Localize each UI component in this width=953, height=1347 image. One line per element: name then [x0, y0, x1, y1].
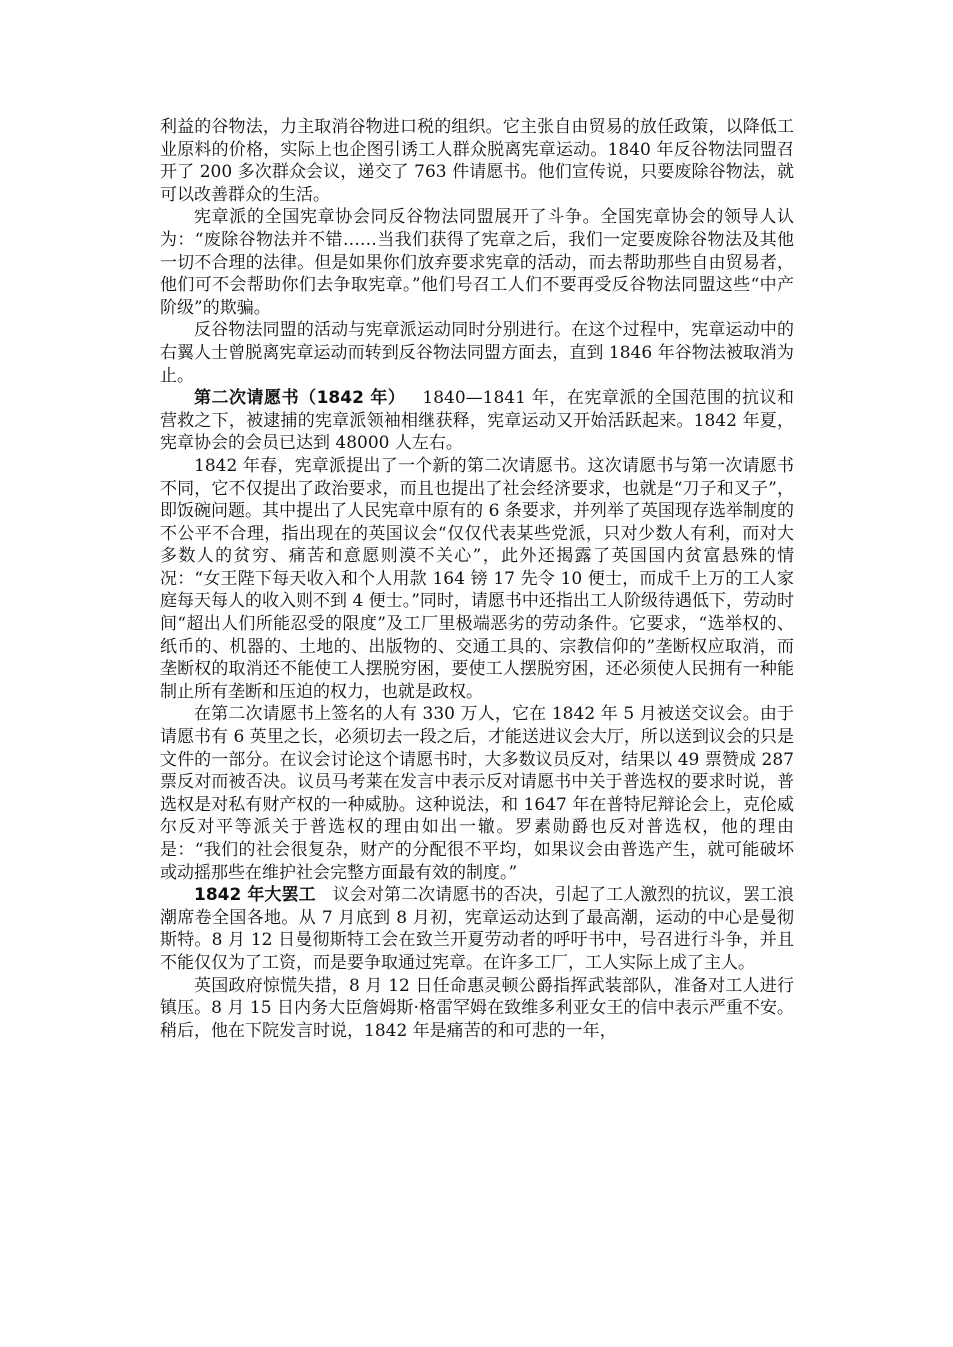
paragraph-text: 宪章派的全国宪章协会同反谷物法同盟展开了斗争。全国宪章协会的领导人认为：“废除谷物法并不错……当我们获得了宪章之后，我们一定要废除谷物法及其他一切不合理的法律。但是如果你们放弃要求宪章的活动，而去帮助那些自由贸易者，他们可不会帮助你们去争取宪章。”他们号召工人们不要再受反谷物法同盟这些“中产阶级”的欺骗。 [160, 207, 794, 318]
paragraph-text: 英国政府惊慌失措，8 月 12 日任命惠灵顿公爵指挥武装部队，准备对工人进行镇压。8 月 15 日内务大臣詹姆斯·格雷罕姆在致维多利亚女王的信中表示严重不安。稍后，他在下院发言时说，1842 年是痛苦的和可悲的一年， [160, 975, 794, 1041]
paragraph [160, 387, 794, 455]
paragraph [160, 455, 794, 704]
paragraph-text: 反谷物法同盟的活动与宪章派运动同时分别进行。在这个过程中，宪章运动中的右翼人士曾脱离宪章运动而转到反谷物法同盟方面去，直到 1846 年谷物法被取消为止。 [160, 320, 794, 386]
paragraph-text: 1842 年春，宪章派提出了一个新的第二次请愿书。这次请愿书与第一次请愿书不同，它不仅提出了政治要求，而且也提出了社会经济要求，也就是“刀子和叉子”，即饭碗问题。其中提出了人民宪章中原有的 6 条要求，并列举了英国现存选举制度的不公平不合理，指出现在的英国议会“仅仅代表某些党派，只对少数人有利，而对大多数人的贫穷、痛苦和意愿则漠不关心”，此外还揭露了英国国内贫富悬殊的情况：“女王陛下每天收入和个人用款 164 镑 17 先令 10 便士，而成千上万的工人家庭每天每人的收入则不到 4 便士。”同时，请愿书中还指出工人阶级待遇低下，劳动时间“超出人们所能忍受的限度”及工厂里极端恶劣的劳动条件。它要求，“选举权的、纸币的、机器的、土地的、出版物的、交通工具的、宗教信仰的”垄断权应取消，而垄断权的取消还不能使工人摆脱穷困，要使工人摆脱穷困，还必须使人民拥有一种能制止所有垄断和压迫的权力，也就是政权。 [160, 455, 794, 702]
paragraph-text: 利益的谷物法，力主取消谷物进口税的组织。它主张自由贸易的放任政策，以降低工业原料的价格，实际上也企图引诱工人群众脱离宪章运动。1840 年反谷物法同盟召开了 200 多次群众会议，递交了 763 件请愿书。他们宣传说，只要废除谷物法，就可以改善群众的生活。 [160, 117, 794, 205]
paragraph [160, 975, 794, 1043]
paragraph-text: 1840—1841 年，在宪章派的全国范围的抗议和营救之下，被逮捕的宪章派领袖相继获释，宪章运动又开始活跃起来。1842 年夏，宪章协会的会员已达到 48000 人左右。 [160, 388, 795, 454]
document-page [160, 116, 794, 1042]
section-heading: 第二次请愿书（1842 年） [194, 388, 406, 409]
paragraph-text: 在第二次请愿书上签名的人有 330 万人，它在 1842 年 5 月被送交议会。由于请愿书有 6 英里之长，必须切去一段之后，才能送进议会大厅，所以送到议会的只是文件的一部分。在议会讨论这个请愿书时，大多数议员反对，结果以 49 票赞成 287 票反对而被否决。议员马考莱在发言中表示反对请愿书中关于普选权的要求时说，普选权是对私有财产权的一种威胁。这种说法，和 1647 年在普特尼辩论会上，克伦威尔反对平等派关于普选权的理由如出一辙。罗素勋爵也反对普选权，他的理由是：“我们的社会很复杂，财产的分配很不平均，如果议会由普选产生，就可能破坏或动摇那些在维护社会完整方面最有效的制度。” [160, 704, 794, 883]
paragraph [160, 703, 794, 884]
paragraph [160, 319, 794, 387]
paragraph [160, 206, 794, 319]
paragraph [160, 116, 794, 206]
section-heading: 1842 年大罢工 [194, 885, 316, 906]
paragraph-text: 议会对第二次请愿书的否决，引起了工人激烈的抗议，罢工浪潮席卷全国各地。从 7 月底到 8 月初，宪章运动达到了最高潮，运动的中心是曼彻斯特。8 月 12 日曼彻斯特工会在致兰开夏劳动者的呼吁书中，号召进行斗争，并且不能仅仅为了工资，而是要争取通过宪章。在许多工厂，工人实际上成了主人。 [160, 885, 795, 973]
paragraph [160, 884, 794, 974]
